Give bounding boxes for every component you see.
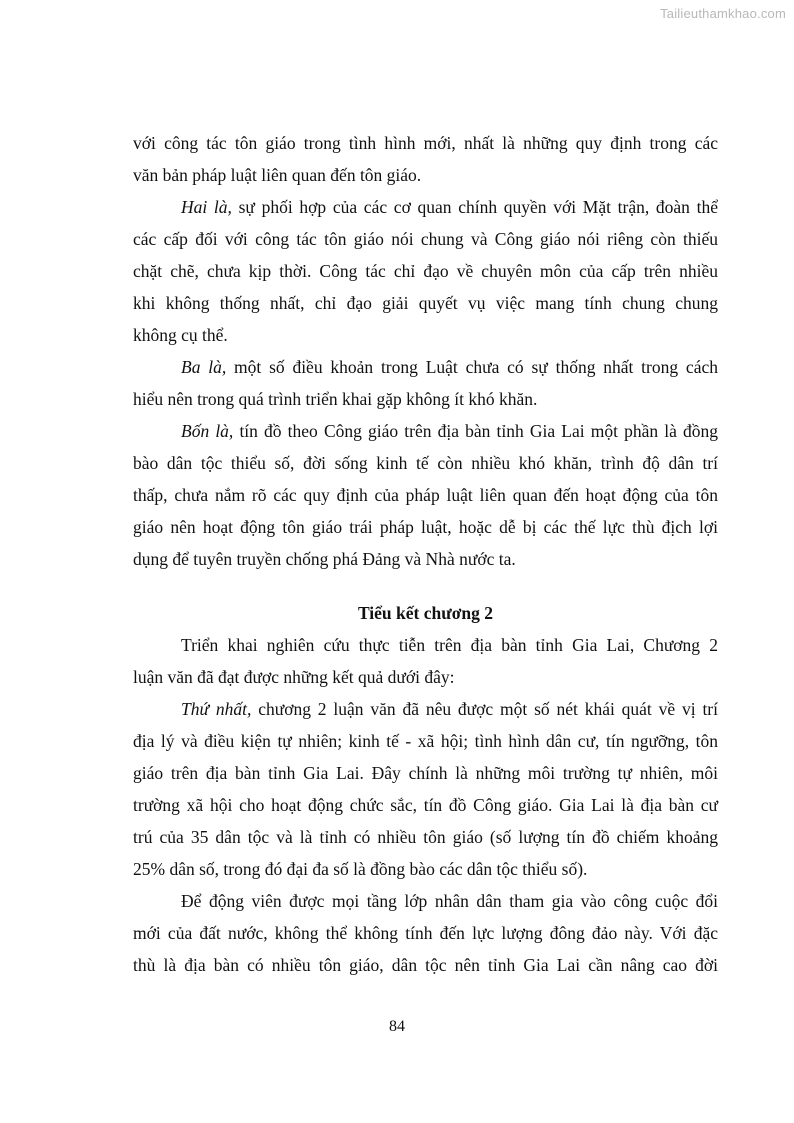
text-line: [133, 693, 718, 725]
text-line: chặt chẽ, chưa kịp thời. Công tác chỉ đạo về chuyên môn của cấp trên nhiều: [133, 261, 718, 281]
text-line: Triển khai nghiên cứu thực tiễn trên địa bàn tỉnh Gia Lai, Chương 2: [181, 635, 718, 655]
paragraph-lead: Bốn là,: [181, 421, 234, 441]
text-line: giáo nên hoạt động tôn giáo trái pháp luật, hoặc dễ bị các thế lực thù địch lợi: [133, 517, 718, 537]
paragraph: [133, 885, 718, 981]
paragraph-lead: Ba là,: [181, 357, 227, 377]
text-line: khi không thống nhất, chỉ đạo giải quyết vụ việc mang tính chung chung: [133, 293, 718, 313]
section-heading: Tiểu kết chương 2: [357, 603, 494, 623]
paragraph-lead: Hai là,: [181, 197, 232, 217]
paragraph: [133, 191, 718, 351]
paragraph: [133, 127, 718, 191]
paragraph: [133, 693, 718, 885]
paragraph: [133, 629, 718, 693]
text-line: mới của đất nước, không thể không tính đến lực lượng đông đảo này. Với đặc: [133, 923, 718, 943]
text-line: [133, 191, 718, 223]
spacer: [133, 575, 718, 597]
text-line: luận văn đã đạt được những kết quả dưới đây:: [133, 667, 455, 687]
text-line: trú của 35 dân tộc và là tỉnh có nhiều tôn giáo (số lượng tín đồ chiếm khoảng: [133, 827, 718, 847]
watermark: Tailieuthamkhao.com: [660, 6, 786, 21]
text-span: tín đồ theo Công giáo trên địa bàn tỉnh Gia Lai một phần là đồng: [233, 421, 718, 441]
text-line: [133, 351, 718, 383]
text-line: văn bản pháp luật liên quan đến tôn giáo.: [133, 165, 422, 185]
text-line: địa lý và điều kiện tự nhiên; kinh tế - xã hội; tình hình dân cư, tín ngưỡng, tôn: [133, 731, 718, 751]
text-span: sự phối hợp của các cơ quan chính quyền với Mặt trận, đoàn thể: [231, 197, 719, 217]
document-page: [133, 127, 718, 981]
text-line: các cấp đối với công tác tôn giáo nói chung và Công giáo nói riêng còn thiếu: [133, 229, 718, 249]
text-line: thù là địa bàn có nhiều tôn giáo, dân tộc nên tỉnh Gia Lai cần nâng cao đời: [133, 955, 718, 975]
paragraph: [133, 351, 718, 415]
paragraph-lead: Thứ nhất,: [181, 699, 252, 719]
text-line: trường xã hội cho hoạt động chức sắc, tín đồ Công giáo. Gia Lai là địa bàn cư: [133, 795, 718, 815]
text-line: [133, 415, 718, 447]
text-line: với công tác tôn giáo trong tình hình mới, nhất là những quy định trong các: [133, 133, 718, 153]
text-line: 25% dân số, trong đó đại đa số là đồng bào các dân tộc thiểu số).: [133, 859, 588, 879]
paragraph: [133, 415, 718, 575]
text-line: dụng để tuyên truyền chống phá Đảng và Nhà nước ta.: [133, 549, 516, 569]
text-span: một số điều khoản trong Luật chưa có sự thống nhất trong cách: [226, 357, 718, 377]
text-line: giáo trên địa bàn tỉnh Gia Lai. Đây chính là những môi trường tự nhiên, môi: [133, 763, 718, 783]
text-line: bào dân tộc thiểu số, đời sống kinh tế còn nhiều khó khăn, trình độ dân trí: [133, 453, 718, 473]
text-line: không cụ thể.: [133, 325, 228, 345]
text-line: hiểu nên trong quá trình triển khai gặp không ít khó khăn.: [133, 389, 538, 409]
page-number: 84: [389, 1018, 405, 1035]
text-line: thấp, chưa nắm rõ các quy định của pháp luật liên quan đến hoạt động của tôn: [133, 485, 718, 505]
text-span: chương 2 luận văn đã nêu được một số nét khái quát về vị trí: [251, 699, 718, 719]
text-line: Để động viên được mọi tầng lớp nhân dân tham gia vào công cuộc đổi: [181, 891, 718, 911]
